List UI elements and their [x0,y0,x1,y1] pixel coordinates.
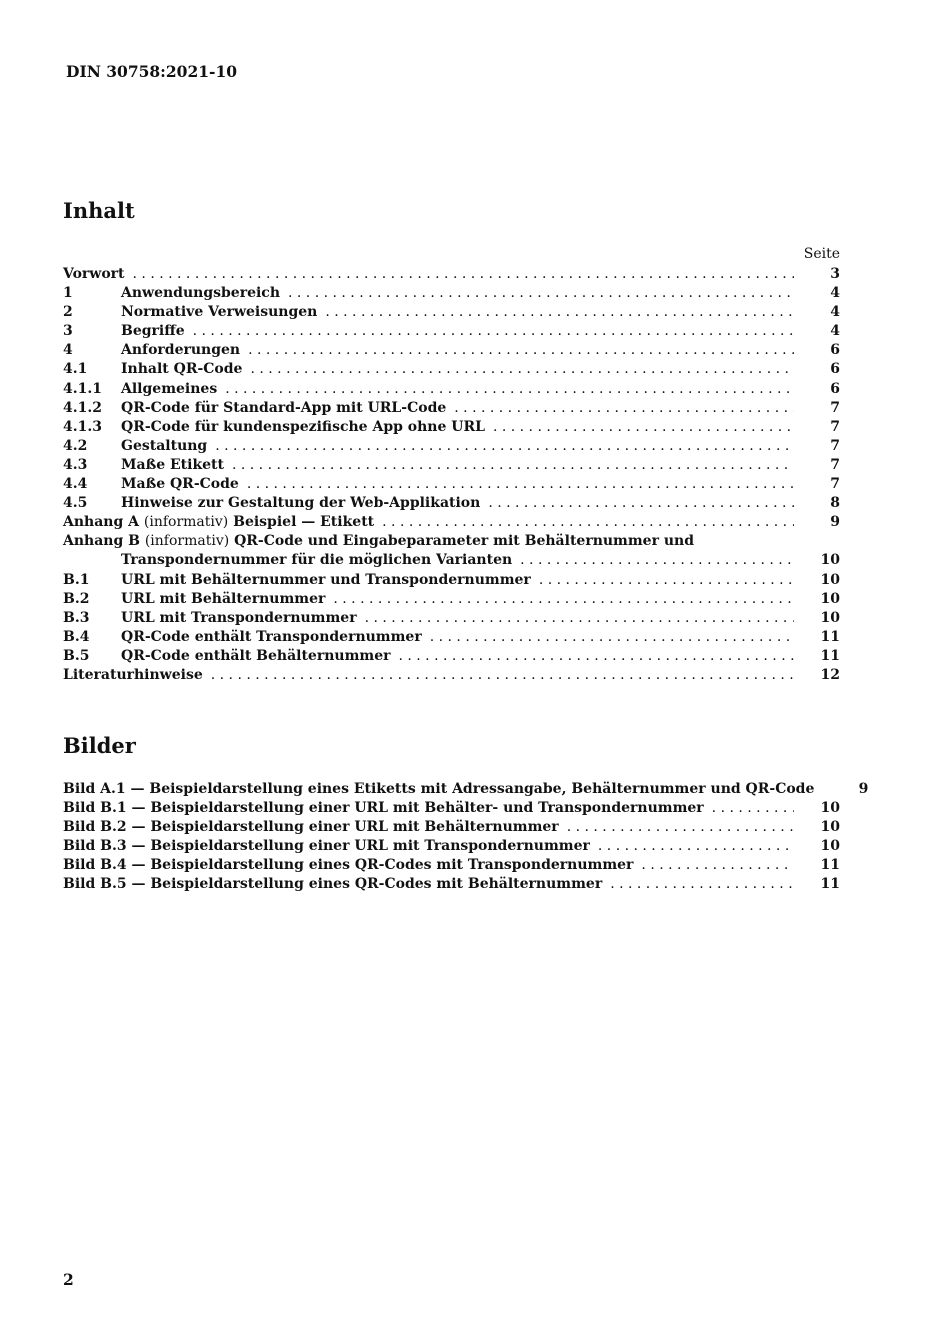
figure-entry-title: Bild B.5 — Beispieldarstellung eines QR-Codes mit Behälternummer [63,876,603,893]
toc-entry[interactable] [63,322,840,341]
page-column-label: Seite [803,246,840,262]
toc-entry-annex-b[interactable] [63,532,840,551]
toc-entry-page: 7 [830,399,840,416]
toc-entry[interactable] [63,494,840,513]
toc-entry-page: 11 [820,628,840,645]
toc-entry-page: 10 [820,552,840,569]
figure-entry-page: 9 [858,781,869,797]
toc-entry-page: 7 [830,476,840,493]
toc-entry[interactable] [63,609,840,628]
toc-entry-number: 4.2 [63,437,88,454]
leader-dots [288,284,794,303]
toc-entry-title: URL mit Transpondernummer [121,609,357,626]
leader-dots [493,418,794,437]
leader-dots [430,628,794,647]
toc-entry-number: 3 [63,323,73,340]
toc-entry-title: Inhalt QR-Code [121,361,243,378]
toc-entry-title: Anforderungen [121,342,241,359]
annex-label: Anhang B [63,533,140,550]
figure-entry[interactable] [63,780,869,799]
leader-dots [598,837,794,856]
toc-entry-title: Anwendungsbereich [121,285,280,302]
toc-entry[interactable] [63,590,840,609]
figure-entry-title: Bild A.1 — Beispieldarstellung eines Etiketts mit Adressangabe, Behälternummer und QR-Code [63,781,815,797]
toc-entry-page: 6 [830,342,840,359]
leader-dots [641,856,794,875]
toc-entry-title: Allgemeines [121,380,218,397]
toc-entry[interactable] [63,399,840,418]
annex-label: Anhang A [63,514,139,531]
toc-entry-page: 9 [830,514,840,531]
toc-entry-vorwort[interactable] [63,265,840,284]
toc-entry-title: Maße Etikett [121,456,224,473]
toc-entry-title-continued: Transpondernummer für die möglichen Varianten [121,552,513,569]
leader-dots [398,647,794,666]
list-of-figures [63,780,869,895]
toc-entry-number: 4.1.2 [63,399,102,416]
leader-dots [247,475,794,494]
table-of-contents [63,265,840,685]
toc-entry-page: 4 [830,304,840,321]
toc-entry-number: 4.4 [63,476,88,493]
figure-entry-page: 11 [820,876,840,893]
toc-entry-number: 4.1 [63,361,88,378]
toc-entry-number: B.2 [63,590,90,607]
leader-dots [225,380,794,399]
figure-entry-page: 10 [820,819,840,836]
leader-dots [133,265,794,284]
leader-dots [211,666,794,685]
toc-entry[interactable] [63,341,840,360]
leader-dots [250,360,794,379]
toc-entry-page: 6 [830,361,840,378]
toc-entry-page: 7 [830,456,840,473]
toc-entry-page: 12 [820,666,840,683]
figure-entry[interactable] [63,875,840,894]
figure-entry-title: Bild B.2 — Beispieldarstellung einer URL mit Behälternummer [63,819,559,836]
toc-entry[interactable] [63,647,840,666]
toc-entry-label: Vorwort [63,266,125,282]
leader-dots [539,571,794,590]
leader-dots [382,513,794,532]
toc-entry-number: B.1 [63,571,90,588]
toc-entry[interactable] [63,628,840,647]
leader-dots [610,875,794,894]
toc-entry-title: Normative Verweisungen [121,304,318,321]
toc-entry-title: URL mit Behälternummer und Transpondernummer [121,571,531,588]
toc-entry-title [63,513,374,532]
toc-entry[interactable] [63,418,840,437]
page-number: 2 [63,1270,74,1289]
leader-dots [325,303,794,322]
toc-entry-page: 10 [820,590,840,607]
toc-entry-title: URL mit Behälternummer [121,590,326,607]
leader-dots [193,322,794,341]
toc-entry-page: 4 [830,285,840,302]
figure-entry-page: 10 [820,800,840,817]
figure-entry-title: Bild B.4 — Beispieldarstellung eines QR-Codes mit Transpondernummer [63,857,634,874]
toc-entry-label: Literaturhinweise [63,666,203,683]
leader-dots [248,341,794,360]
leader-dots [365,609,794,628]
toc-entry-page: 7 [830,418,840,435]
toc-entry-number: 4.1.3 [63,418,102,435]
toc-entry-page: 10 [820,609,840,626]
toc-entry-page: 4 [830,323,840,340]
figures-title: Bilder [63,733,136,758]
document-header: DIN 30758:2021-10 [66,62,238,81]
leader-dots [520,551,794,570]
leader-dots [333,590,794,609]
leader-dots [488,494,794,513]
annex-title: Beispiel — Etikett [233,514,375,531]
figure-entry[interactable] [63,799,840,818]
toc-entry-page: 6 [830,380,840,397]
toc-entry-literature[interactable] [63,666,840,685]
toc-entry[interactable] [63,284,840,303]
toc-entry[interactable] [63,475,840,494]
toc-entry-number: 1 [63,285,73,302]
figure-entry-title: Bild B.1 — Beispieldarstellung einer URL mit Behälter- und Transpondernummer [63,800,704,817]
figure-entry[interactable] [63,856,840,875]
toc-entry-page: 10 [820,571,840,588]
figure-entry[interactable] [63,818,840,837]
informative-note: (informativ) [143,514,229,531]
toc-entry-number: 2 [63,304,73,321]
toc-entry-title: QR-Code enthält Transpondernummer [121,628,422,645]
toc-entry-annex-b-continued[interactable] [63,551,840,570]
figure-entry-page: 10 [820,838,840,855]
toc-entry-title [63,532,694,551]
toc-entry-page: 11 [820,647,840,664]
annex-title: QR-Code und Eingabeparameter mit Behälternummer und [234,533,694,550]
toc-entry-title: QR-Code für kundenspezifische App ohne URL [121,418,485,435]
figure-entry-page: 11 [820,857,840,874]
leader-dots [232,456,794,475]
toc-entry-page: 8 [830,495,840,512]
toc-entry-title: Begriffe [121,323,185,340]
toc-entry-number: B.3 [63,609,90,626]
toc-entry-title: Hinweise zur Gestaltung der Web-Applikation [121,495,481,512]
toc-entry[interactable] [63,380,840,399]
toc-entry-page: 3 [830,266,840,282]
toc-entry[interactable] [63,571,840,590]
toc-entry-number: 4.5 [63,495,88,512]
toc-entry-title: QR-Code enthält Behälternummer [121,647,391,664]
toc-entry[interactable] [63,437,840,456]
toc-entry-number: 4.1.1 [63,380,102,397]
toc-entry[interactable] [63,303,840,322]
toc-entry-number: 4.3 [63,456,88,473]
leader-dots [454,399,794,418]
figure-entry-title: Bild B.3 — Beispieldarstellung einer URL mit Transpondernummer [63,838,590,855]
leader-dots [215,437,794,456]
toc-entry-number: B.4 [63,628,90,645]
leader-dots [567,818,794,837]
toc-entry[interactable] [63,360,840,379]
toc-entry[interactable] [63,456,840,475]
toc-entry-page: 7 [830,437,840,454]
contents-title: Inhalt [63,198,135,223]
toc-entry-annex-a[interactable] [63,513,840,532]
figure-entry[interactable] [63,837,840,856]
toc-entry-number: B.5 [63,647,90,664]
toc-entry-title: Gestaltung [121,437,208,454]
toc-entry-title: Maße QR-Code [121,476,239,493]
informative-note: (informativ) [144,533,230,550]
toc-entry-title: QR-Code für Standard-App mit URL-Code [121,399,447,416]
toc-entry-number: 4 [63,342,73,359]
leader-dots [712,799,794,818]
